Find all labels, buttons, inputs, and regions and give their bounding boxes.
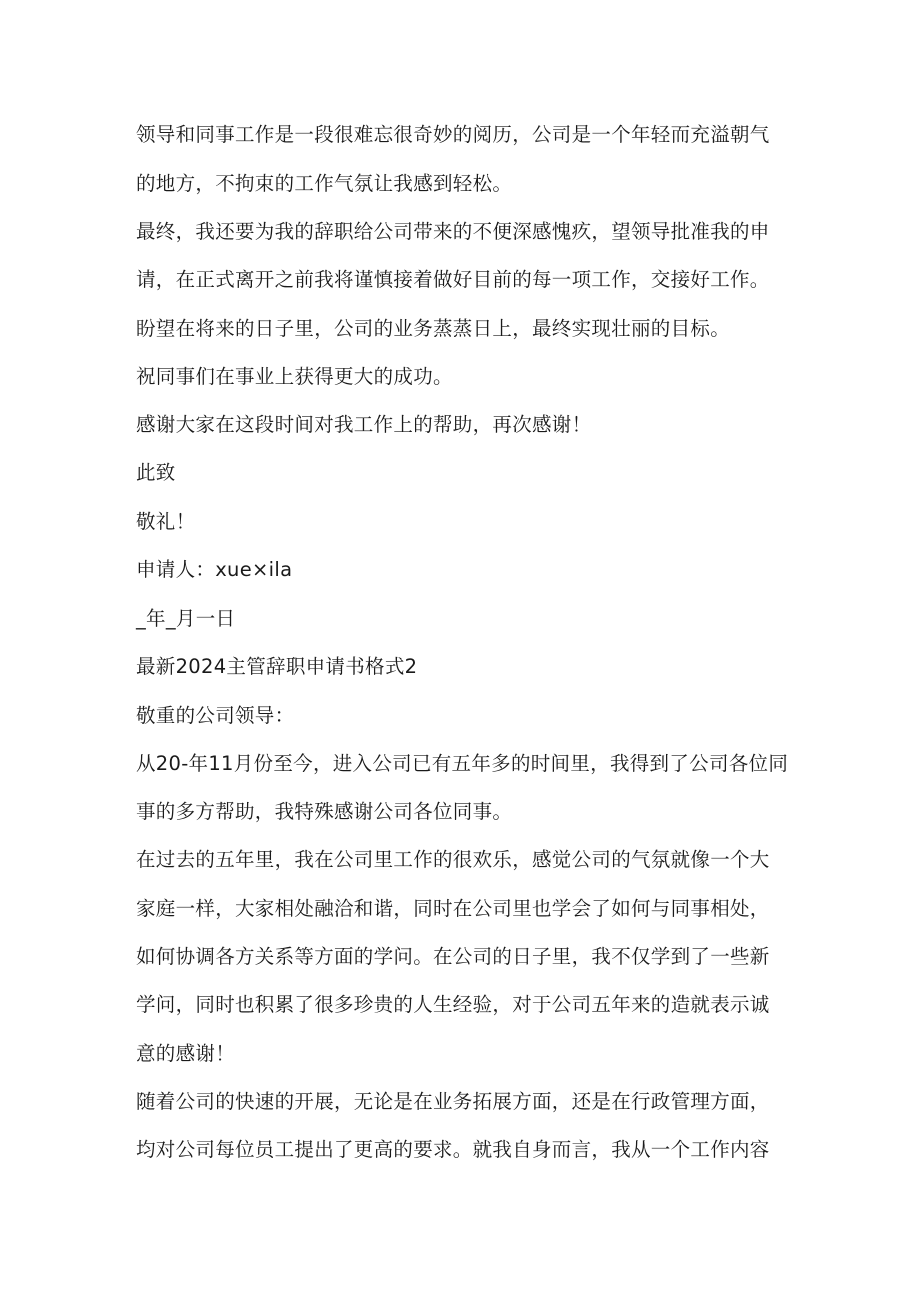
text-line: 随着公司的快速的开展，无论是在业务拓展方面，还是在行政管理方面，: [136, 1090, 770, 1113]
text-line: 的地方，不拘束的工作气氛让我感到轻松。: [136, 172, 513, 195]
text-line: 学问，同时也积累了很多珍贵的人生经验，对于公司五年来的造就表示诚: [136, 993, 770, 1016]
closing-salutation: 此致: [136, 461, 176, 484]
greeting: 敬重的公司领导：: [136, 704, 295, 727]
text-line: 事的多方帮助，我特殊感谢公司各位同事。: [136, 800, 513, 823]
date-line: _年_月一日: [136, 607, 236, 630]
text-line: 从20-年11月份至今，进入公司已有五年多的时间里，我得到了公司各位同: [136, 752, 789, 775]
text-line: 感谢大家在这段时间对我工作上的帮助，再次感谢！: [136, 413, 592, 436]
text-line: 家庭一样，大家相处融洽和谐，同时在公司里也学会了如何与同事相处，: [136, 897, 770, 920]
text-line: 最终，我还要为我的辞职给公司带来的不便深感愧疚，望领导批准我的申: [136, 220, 770, 243]
closing-regards: 敬礼！: [136, 510, 196, 533]
text-line: 在过去的五年里，我在公司里工作的很欢乐，感觉公司的气氛就像一个大: [136, 848, 770, 871]
text-line: 领导和同事工作是一段很难忘很奇妙的阅历，公司是一个年轻而充溢朝气: [136, 123, 770, 146]
text-line: 祝同事们在事业上获得更大的成功。: [136, 365, 453, 388]
text-line: 盼望在将来的日子里，公司的业务蒸蒸日上，最终实现壮丽的目标。: [136, 317, 731, 340]
text-line: 请，在正式离开之前我将谨慎接着做好目前的每一项工作，交接好工作。: [136, 268, 770, 291]
applicant-signature: 申请人：xue×ila: [136, 558, 293, 581]
text-line: 意的感谢！: [136, 1042, 236, 1065]
text-line: 均对公司每位员工提出了更高的要求。就我自身而言，我从一个工作内容: [136, 1138, 770, 1161]
section-title: 最新2024主管辞职申请书格式2: [136, 655, 418, 678]
text-line: 如何协调各方关系等方面的学问。在公司的日子里，我不仅学到了一些新: [136, 945, 770, 968]
